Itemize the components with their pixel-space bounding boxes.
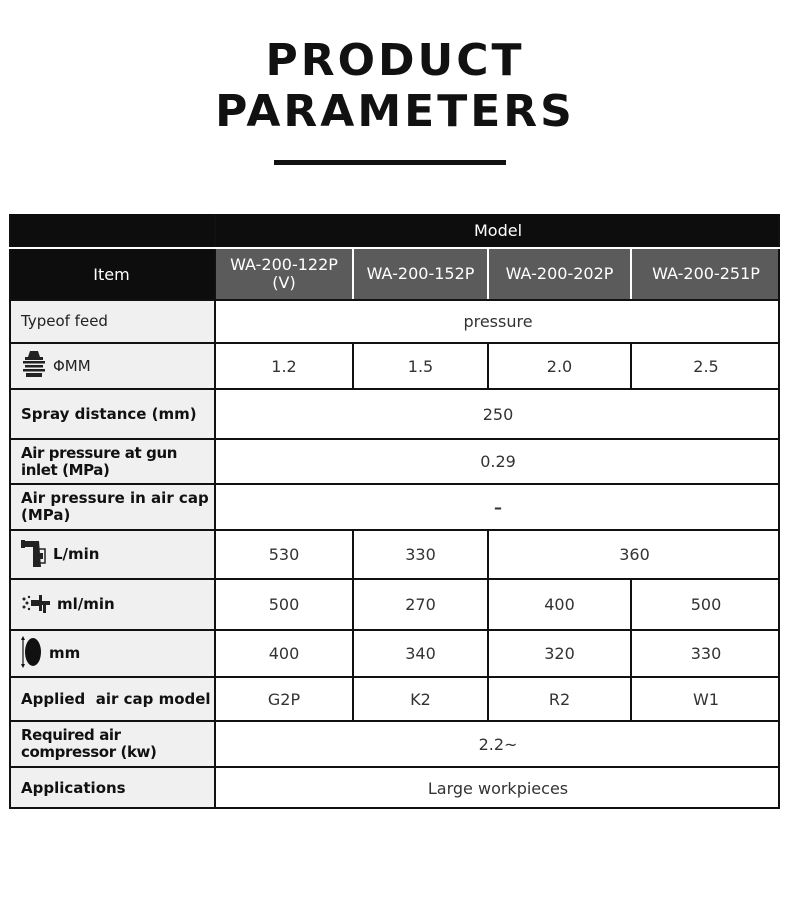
pattern-value-2: 340 <box>354 631 487 676</box>
row-label-pattern <box>9 631 214 676</box>
parameters-table <box>9 214 780 809</box>
aircap-value-2: K2 <box>354 678 487 720</box>
air-value-1: 530 <box>216 531 352 578</box>
pattern-value-1: 400 <box>216 631 352 676</box>
divider-bottom <box>9 807 780 809</box>
divider-aircap-3 <box>630 678 632 720</box>
divider-row-3 <box>9 388 780 390</box>
divider-aircap-2 <box>487 678 489 720</box>
fluid-value-3: 400 <box>489 580 630 629</box>
feed-value: pressure <box>216 301 780 342</box>
divider-row-8 <box>9 629 780 631</box>
air-unit: L/min <box>53 545 100 563</box>
divider-row-11 <box>9 766 780 768</box>
aircap-value-1: G2P <box>216 678 352 720</box>
fluid-value-4: 500 <box>632 580 780 629</box>
divider-fluid-1 <box>352 580 354 629</box>
model-col-2: WA-200-152P <box>354 249 487 299</box>
title-line-2: PARAMETERS <box>215 86 575 137</box>
pattern-value-4: 330 <box>632 631 780 676</box>
row-label-aircap-pressure: Air pressure in air cap (MPa) <box>9 485 214 529</box>
divider-row-9 <box>9 676 780 678</box>
divider-air-2 <box>487 531 489 578</box>
divider-row-5 <box>9 483 780 485</box>
air-value-2: 330 <box>354 531 487 578</box>
divider-pattern-1 <box>352 631 354 676</box>
model-col-1: WA-200-122P (V) <box>216 249 352 299</box>
divider-aircap-1 <box>352 678 354 720</box>
compressor-value: 2.2~ <box>216 722 780 766</box>
divider-header <box>9 247 780 249</box>
model-col-4: WA-200-251P <box>632 249 780 299</box>
air-value-3: 360 <box>489 531 780 578</box>
inlet-value: 0.29 <box>216 440 780 483</box>
title-line-1: PRODUCT <box>265 35 525 86</box>
divider-row-1 <box>9 299 780 301</box>
aircap-value-4: W1 <box>632 678 780 720</box>
spray-gun-icon <box>21 537 47 573</box>
row-label-aircap: Applied air cap model <box>9 678 214 720</box>
divider-nozzle-3 <box>630 344 632 388</box>
divider-air-1 <box>352 531 354 578</box>
nozzle-value-2: 1.5 <box>354 344 487 388</box>
row-label-air <box>9 531 214 578</box>
nozzle-value-4: 2.5 <box>632 344 780 388</box>
applications-value: Large workpieces <box>216 768 780 809</box>
divider-fluid-3 <box>630 580 632 629</box>
divider-row-2 <box>9 342 780 344</box>
divider-fluid-2 <box>487 580 489 629</box>
nozzle-icon <box>21 349 47 383</box>
divider-nozzle-1 <box>352 344 354 388</box>
model-col-3: WA-200-202P <box>489 249 630 299</box>
spray-pattern-icon <box>21 634 43 674</box>
row-label-applications: Applications <box>9 768 214 809</box>
divider-row-4 <box>9 438 780 440</box>
distance-value: 250 <box>216 390 780 438</box>
aircap-pressure-value: – <box>216 485 780 529</box>
divider-nozzle-2 <box>487 344 489 388</box>
nozzle-unit: ΦMM <box>53 356 91 375</box>
nozzle-value-1: 1.2 <box>216 344 352 388</box>
row-label-distance: Spray distance (mm) <box>9 390 214 438</box>
item-header: Item <box>9 249 214 299</box>
spray-fan-icon <box>21 591 51 619</box>
divider-row-10 <box>9 720 780 722</box>
fluid-value-1: 500 <box>216 580 352 629</box>
divider-row-6 <box>9 529 780 531</box>
divider-pattern-3 <box>630 631 632 676</box>
divider-row-7 <box>9 578 780 580</box>
row-label-inlet: Air pressure at gun inlet (MPa) <box>9 440 214 483</box>
row-label-nozzle <box>9 344 214 388</box>
header-corner <box>9 214 214 247</box>
fluid-value-2: 270 <box>354 580 487 629</box>
title-underline <box>274 160 506 165</box>
nozzle-value-3: 2.0 <box>489 344 630 388</box>
row-label-compressor: Required air compressor (kw) <box>9 722 214 766</box>
fluid-unit: ml/min <box>57 595 115 613</box>
row-label-feed: Typeof feed <box>9 301 214 342</box>
divider-pattern-2 <box>487 631 489 676</box>
row-label-fluid <box>9 580 214 629</box>
pattern-unit: mm <box>49 644 81 662</box>
pattern-value-3: 320 <box>489 631 630 676</box>
model-header: Model <box>216 214 780 247</box>
aircap-value-3: R2 <box>489 678 630 720</box>
